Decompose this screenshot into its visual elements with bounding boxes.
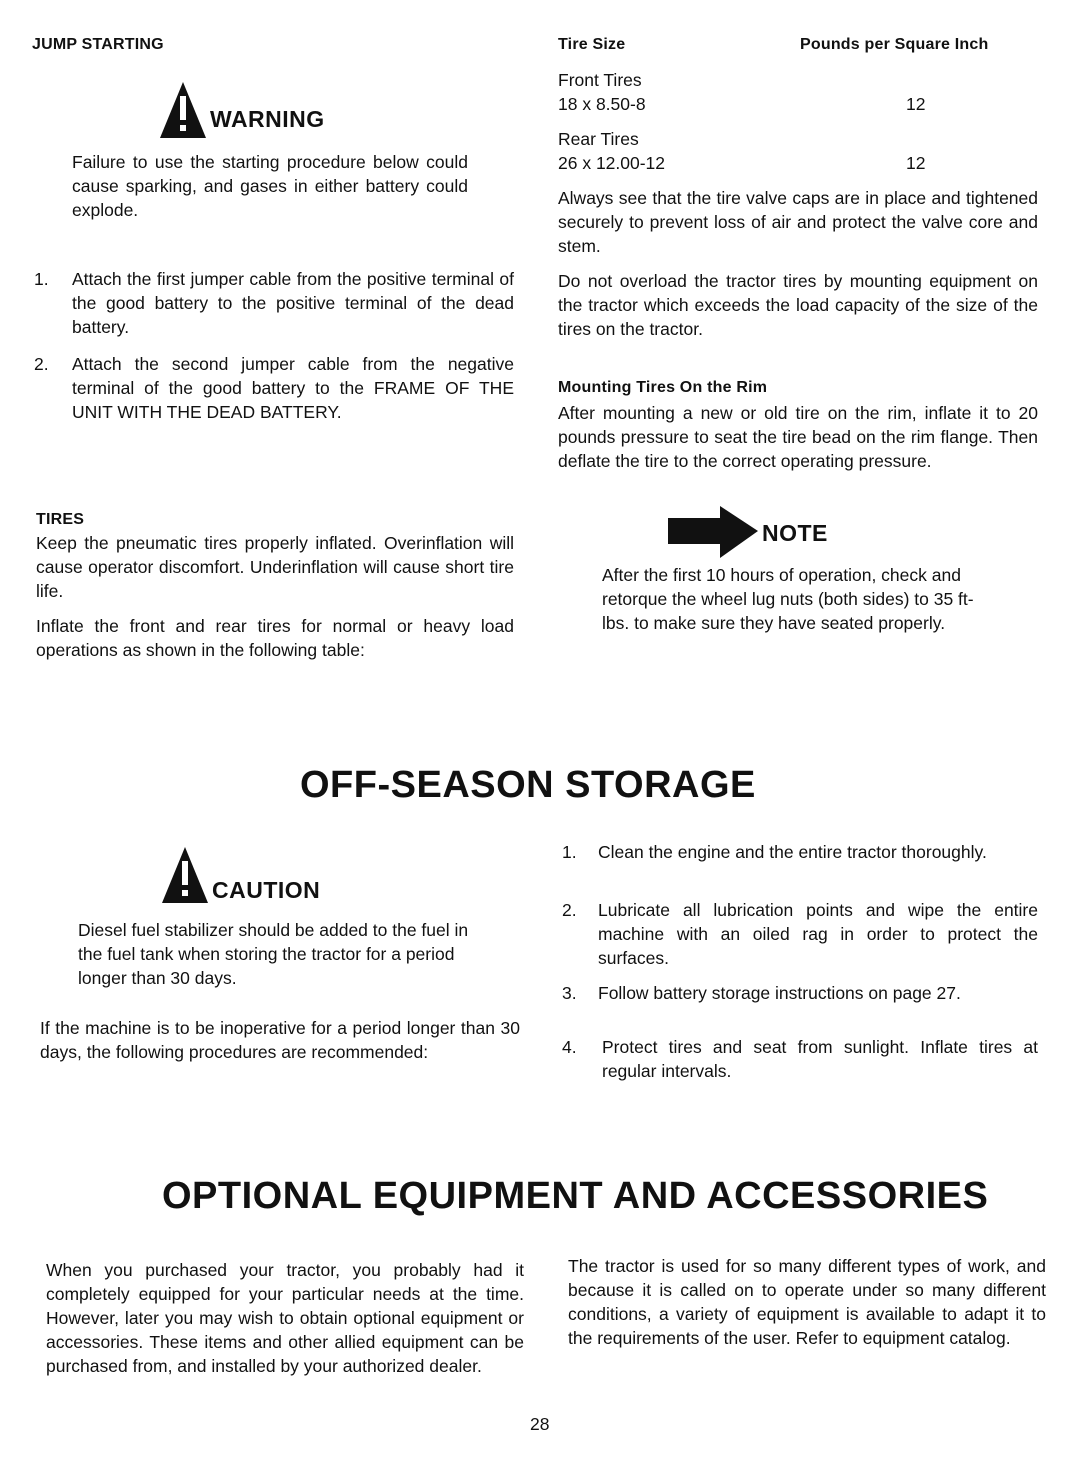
optional-left-paragraph: When you purchased your tractor, you probably had it completely equipped for your particular needs at the time. However, later you may wish to obtain optional equipment or accessories. These items and other allied equipment can be purchased from, and installed by your authorized dealer. [46, 1260, 524, 1376]
warning-text: Failure to use the starting procedure below could cause sparking, and gases in either battery could explode. [72, 152, 468, 220]
storage-step-1-text: Clean the engine and the entire tractor thoroughly. [598, 842, 987, 862]
storage-step-4-number: 4. [562, 1037, 577, 1057]
caution-triangle-icon [160, 845, 210, 905]
caution-text: Diesel fuel stabilizer should be added to the fuel in the fuel tank when storing the tractor for a period longer than 30 days. [78, 920, 469, 988]
off-season-storage-title: OFF-SEASON STORAGE [300, 764, 756, 806]
storage-step-2-number: 2. [562, 900, 577, 920]
jump-step-1-text: Attach the first jumper cable from the positive terminal of the good battery to the positive terminal of the dead battery. [72, 269, 514, 337]
note-label: NOTE [762, 520, 828, 546]
front-tires-label: Front Tires [558, 70, 642, 90]
note-arrow-icon [668, 506, 760, 558]
psi-header: Pounds per Square Inch [800, 36, 989, 53]
tires-paragraph-1: Keep the pneumatic tires properly inflated. Overinflation will cause operator discomfort. Underinflation will cause short tire life. [36, 533, 514, 601]
warning-triangle-icon [158, 80, 208, 140]
optional-right-paragraph: The tractor is used for so many different types of work, and because it is called on to operate under so many different conditions, a variety of equipment is available to adapt it to the requirements of the user. Refer to equipment catalog. [568, 1256, 1046, 1348]
tires-heading: TIRES [36, 511, 85, 528]
caution-label: CAUTION [212, 877, 321, 903]
warning-label: WARNING [210, 106, 325, 132]
tires-paragraph-2: Inflate the front and rear tires for normal or heavy load operations as shown in the following table: [36, 616, 514, 660]
jump-step-2-text: Attach the second jumper cable from the negative terminal of the good battery to the FRAME OF THE UNIT WITH THE DEAD BATTERY. [72, 354, 514, 422]
tire-size-header: Tire Size [558, 36, 626, 53]
jump-step-1-number: 1. [34, 269, 49, 289]
storage-step-1-number: 1. [562, 842, 577, 862]
mounting-tires-heading: Mounting Tires On the Rim [558, 379, 768, 396]
overload-paragraph: Do not overload the tractor tires by mounting equipment on the tractor which exceeds the load capacity of the size of the tires on the tractor. [558, 271, 1038, 339]
page-number: 28 [530, 1414, 550, 1434]
jump-starting-heading: JUMP STARTING [32, 36, 164, 53]
rear-tire-psi: 12 [906, 153, 926, 173]
optional-equipment-title: OPTIONAL EQUIPMENT AND ACCESSORIES [162, 1175, 989, 1217]
storage-intro: If the machine is to be inoperative for a period longer than 30 days, the following procedures are recommended: [40, 1018, 520, 1062]
mounting-tires-text: After mounting a new or old tire on the rim, inflate it to 20 pounds pressure to seat the tire bead on the rim flange. Then deflate the tire to the correct operating pressure. [558, 403, 1038, 471]
storage-step-4-text: Protect tires and seat from sunlight. Inflate tires at regular intervals. [602, 1037, 1038, 1081]
rear-tires-label: Rear Tires [558, 129, 639, 149]
rear-tire-size: 26 x 12.00-12 [558, 153, 666, 173]
storage-step-2-text: Lubricate all lubrication points and wipe the entire machine with an oiled rag in order to protect the surfaces. [598, 900, 1038, 968]
storage-step-3-text: Follow battery storage instructions on page 27. [598, 983, 961, 1003]
jump-step-2-number: 2. [34, 354, 49, 374]
note-text: After the first 10 hours of operation, check and retorque the wheel lug nuts (both sides) to 35 ft-lbs. to make sure they have seated properly. [602, 565, 974, 633]
front-tire-psi: 12 [906, 94, 926, 114]
front-tire-size: 18 x 8.50-8 [558, 94, 646, 114]
valve-caps-paragraph: Always see that the tire valve caps are in place and tightened securely to prevent loss of air and protect the valve core and stem. [558, 188, 1038, 256]
storage-step-3-number: 3. [562, 983, 577, 1003]
